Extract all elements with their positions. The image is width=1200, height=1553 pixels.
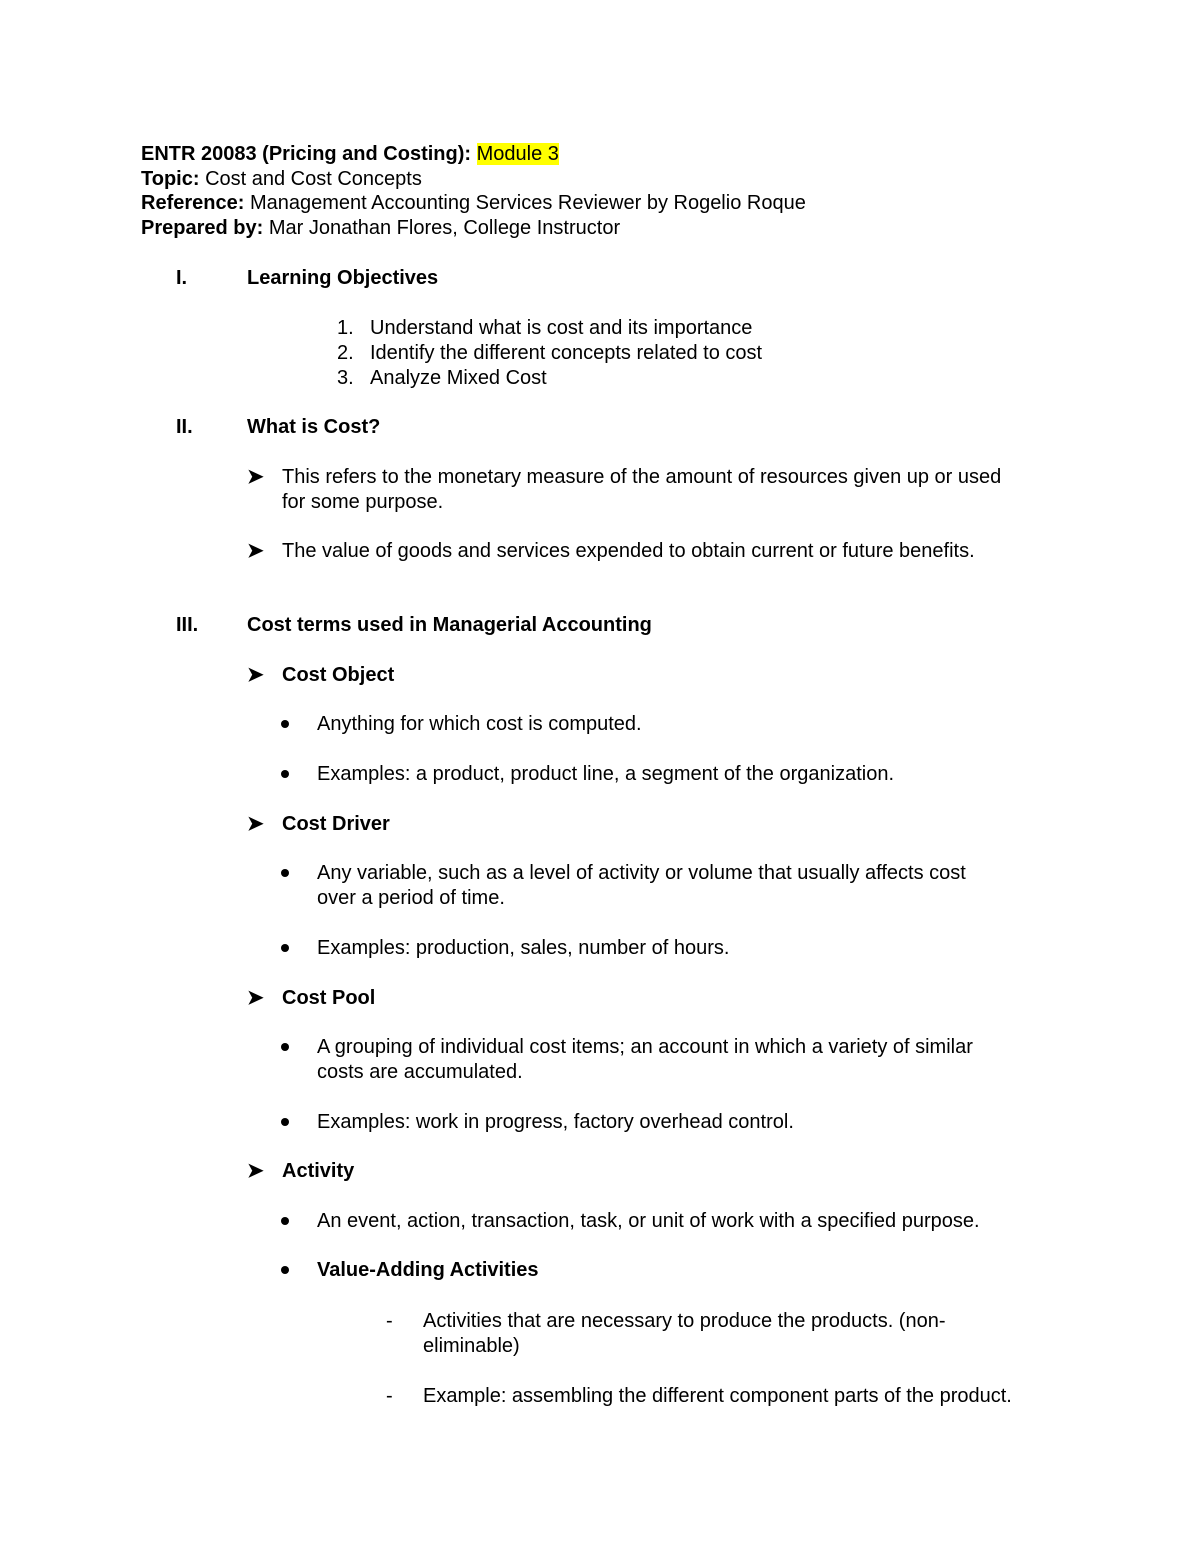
cost-definition-1-line-2: for some purpose. [282, 491, 444, 513]
topic-label: Topic: [141, 168, 200, 190]
cost-pool-title: Cost Pool [282, 987, 376, 1009]
arrow-bullet-icon: ➤ [247, 987, 264, 1009]
arrow-bullet-icon: ➤ [247, 664, 264, 686]
activity-point-1: An event, action, transaction, task, or unit of work with a specified purpose. [317, 1210, 980, 1232]
cost-driver-point-2: Examples: production, sales, number of hours. [317, 937, 730, 959]
arrow-bullet-icon: ➤ [247, 1160, 264, 1182]
value-adding-point-1-line-2: eliminable) [423, 1335, 520, 1357]
objective-3-number: 3. [337, 367, 354, 389]
prepared-line [141, 216, 620, 240]
bullet-dot-icon [281, 1043, 289, 1051]
value-adding-title: Value-Adding Activities [317, 1259, 539, 1281]
section-3-number: III. [176, 614, 199, 636]
bullet-dot-icon [281, 1217, 289, 1225]
cost-object-point-2: Examples: a product, product line, a segment of the organization. [317, 763, 895, 785]
bullet-dot-icon [281, 869, 289, 877]
value-adding-point-2: Example: assembling the different component parts of the product. [423, 1385, 1012, 1407]
objective-1-number: 1. [337, 317, 354, 339]
bullet-dot-icon [281, 770, 289, 778]
section-1-title: Learning Objectives [247, 267, 439, 289]
topic-line [141, 167, 422, 191]
topic-value: Cost and Cost Concepts [205, 168, 422, 190]
course-heading [141, 142, 559, 166]
dash-bullet: - [386, 1310, 393, 1332]
bullet-dot-icon [281, 1118, 289, 1126]
objective-2-text: Identify the different concepts related to cost [370, 342, 763, 364]
cost-definition-2: The value of goods and services expended to obtain current or future benefits. [282, 540, 975, 562]
objective-3-text: Analyze Mixed Cost [370, 367, 547, 389]
bullet-dot-icon [281, 720, 289, 728]
cost-driver-point-1-line-1: Any variable, such as a level of activity or volume that usually affects cost [317, 862, 966, 884]
reference-line [141, 191, 806, 215]
bullet-dot-icon [281, 944, 289, 952]
cost-driver-title: Cost Driver [282, 813, 390, 835]
value-adding-point-1-line-1: Activities that are necessary to produce the products. (non- [423, 1310, 946, 1332]
cost-object-point-1: Anything for which cost is computed. [317, 713, 642, 735]
cost-pool-point-1-line-1: A grouping of individual cost items; an account in which a variety of similar [317, 1036, 973, 1058]
section-2-title: What is Cost? [247, 416, 381, 438]
module-highlight: Module 3 [476, 143, 559, 165]
arrow-bullet-icon: ➤ [247, 813, 264, 835]
prepared-value: Mar Jonathan Flores, College Instructor [268, 217, 621, 239]
dash-bullet: - [386, 1385, 393, 1407]
bullet-dot-icon [281, 1266, 289, 1274]
cost-pool-point-1-line-2: costs are accumulated. [317, 1061, 523, 1083]
section-2-number: II. [176, 416, 193, 438]
section-3-title: Cost terms used in Managerial Accounting [247, 614, 652, 636]
activity-title: Activity [282, 1160, 355, 1182]
arrow-bullet-icon: ➤ [247, 540, 264, 562]
section-1-number: I. [176, 267, 188, 289]
cost-definition-1-line-1: This refers to the monetary measure of the amount of resources given up or used [282, 466, 1002, 488]
objective-2-number: 2. [337, 342, 354, 364]
reference-value: Management Accounting Services Reviewer by Rogelio Roque [249, 192, 806, 214]
cost-object-title: Cost Object [282, 664, 395, 686]
prepared-label: Prepared by: [141, 217, 264, 239]
objective-1-text: Understand what is cost and its importance [370, 317, 753, 339]
cost-driver-point-1-line-2: over a period of time. [317, 887, 505, 909]
course-label: ENTR 20083 (Pricing and Costing): [141, 143, 472, 165]
arrow-bullet-icon: ➤ [247, 466, 264, 488]
cost-pool-point-2: Examples: work in progress, factory overhead control. [317, 1111, 794, 1133]
reference-label: Reference: [141, 192, 245, 214]
